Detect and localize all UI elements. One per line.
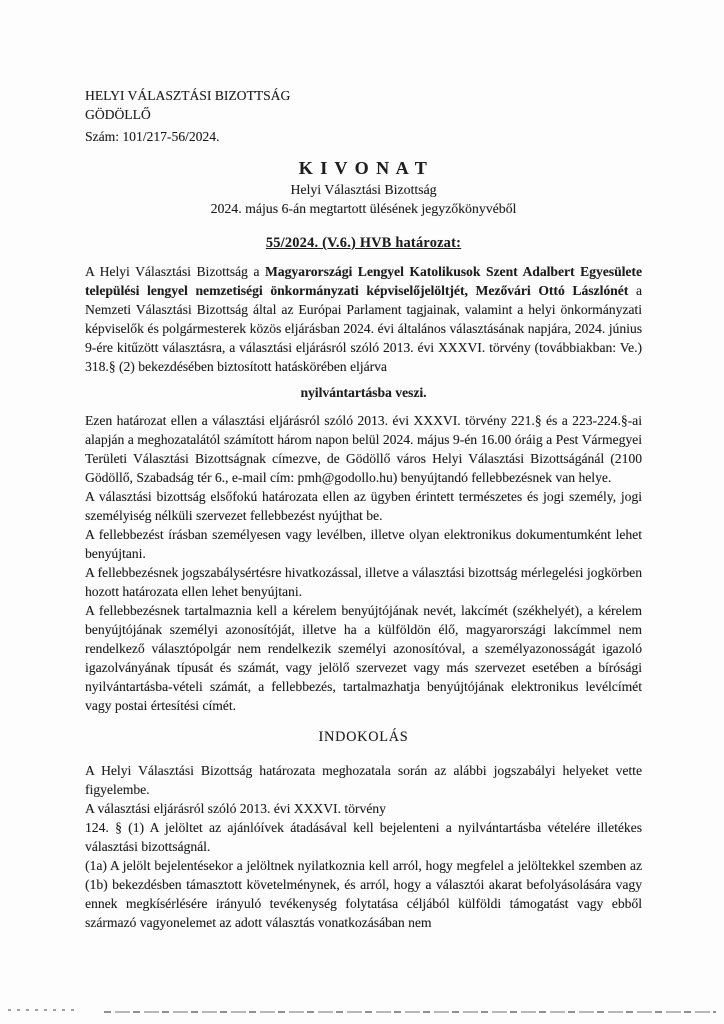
- candidate-name-bold: Magyarországi Lengyel Katolikusok Szent Adalbert Egyesülete települési lengyel nemzetiségi önkormányzati képviselőjelöltjét, Mezővári Ottó Lászlónét: [85, 264, 642, 298]
- document-title: K I V O N A T: [298, 158, 429, 178]
- justification-section: [85, 761, 642, 932]
- justification-paragraph-act: A választási eljárásról szóló 2013. évi XXXVI. törvény: [85, 801, 386, 816]
- decision-heading: 55/2024. (V.6.) HVB határozat:: [265, 235, 462, 251]
- title-subtitle-session: 2024. május 6-án megtartott ülésének jegyzőkönyvéből: [210, 201, 517, 216]
- justification-paragraph-legal-basis: A Helyi Választási Bizottság határozata meghozatala során az alábbi jogszabályi helyeket vette figyelembe.: [85, 763, 642, 797]
- operative-clause: nyilvántartásba veszi.: [300, 385, 427, 400]
- document-content: [85, 86, 642, 932]
- appeal-paragraph-contents: A fellebbezésnek tartalmaznia kell a kérelem benyújtójának nevét, lakcímét (székhelyét), a kérelem benyújtójának személyi azonosítóját, illetve ha a külföldön élő, magyarországi lakcímmel nem rendelkező választópolgár nem rendelkezik személyi azonosítóval, a személyazonosságát igazoló igazolványának típusát és számát, vagy jelölő szervezet vagy más szervezet esetében a bírósági nyilvántartásba-vételi számát, a fellebbezés, tartalmazhatja benyújtójának elektronikus levélcímét vagy postai értesítési címét.: [85, 603, 642, 713]
- appeal-section: [85, 411, 642, 715]
- scan-artifact-line: [104, 1011, 716, 1013]
- title-block: [85, 156, 642, 218]
- decision-intro-paragraph: [85, 262, 642, 376]
- justification-paragraph-124: 124. § (1) A jelöltet az ajánlóívek átadásával kell bejelenteni a nyilvántartásba vételére illetékes választási bizottságnál.: [85, 820, 642, 854]
- decision-intro-after: a Nemzeti Választási Bizottság által az Európai Parlament tagjainak, valamint a helyi önkormányzati képviselők és polgármesterek közös eljárásban 2024. évi általános választásának napjára, 2024. június 9-ére kitűzött választásra, a választási eljárásról szóló 2013. évi XXXVI. törvény (továbbiakban: Ve.) 318.§ (2) bekezdésében biztosított hatáskörében eljárva: [85, 283, 642, 374]
- case-number: Szám: 101/217-56/2024.: [85, 129, 220, 144]
- appeal-paragraph-who: A választási bizottság elsőfokú határozata ellen az ügyben érintett természetes és jogi személy, jogi személyiség nélküli szervezet fellebbezést nyújthat be.: [85, 489, 642, 523]
- decision-intro-before: A Helyi Választási Bizottság a: [85, 264, 265, 279]
- justification-heading: INDOKOLÁS: [318, 729, 409, 745]
- appeal-paragraph-form: A fellebbezést írásban személyesen vagy levélben, illetve olyan elektronikus dokumentumként lehet benyújtani.: [85, 527, 642, 561]
- appeal-paragraph-deadline: Ezen határozat ellen a választási eljárásról szóló 2013. évi XXXVI. törvény 221.§ és a 223-224.§-ai alapján a meghozatalától számított három napon belül 2024. május 9-én 16.00 óráig a Pest Vármegyei Területi Választási Bizottságnak címezve, de Gödöllő város Helyi Választási Bizottságánál (2100 Gödöllő, Szabadság tér 6., e-mail cím: pmh@godollo.hu) benyújtandó fellebbezésnek van helye.: [85, 413, 642, 485]
- letterhead: [85, 86, 642, 146]
- org-city: GÖDÖLLŐ: [85, 107, 151, 122]
- justification-paragraph-1a: (1a) A jelölt bejelentésekor a jelöltnek nyilatkoznia kell arról, hogy megfelel a jelöltekkel szemben az (1b) bekezdésben támasztott követelménynek, és arról, hogy a választói akarat befolyásolására vagy ennek megkísérlésére irányuló tevékenység folytatása céljából külföldi támogatást vagy ebből származó vagyonelemet az adott választás vonatkozásában nem: [85, 858, 642, 930]
- title-subtitle-committee: Helyi Választási Bizottság: [290, 182, 437, 197]
- scan-artifact-dots: [8, 1009, 80, 1011]
- org-name: HELYI VÁLASZTÁSI BIZOTTSÁG: [85, 88, 291, 103]
- appeal-paragraph-grounds: A fellebbezésnek jogszabálysértésre hivatkozással, illetve a választási bizottság mérlegelési jogkörben hozott határozata ellen lehet benyújtani.: [85, 565, 642, 599]
